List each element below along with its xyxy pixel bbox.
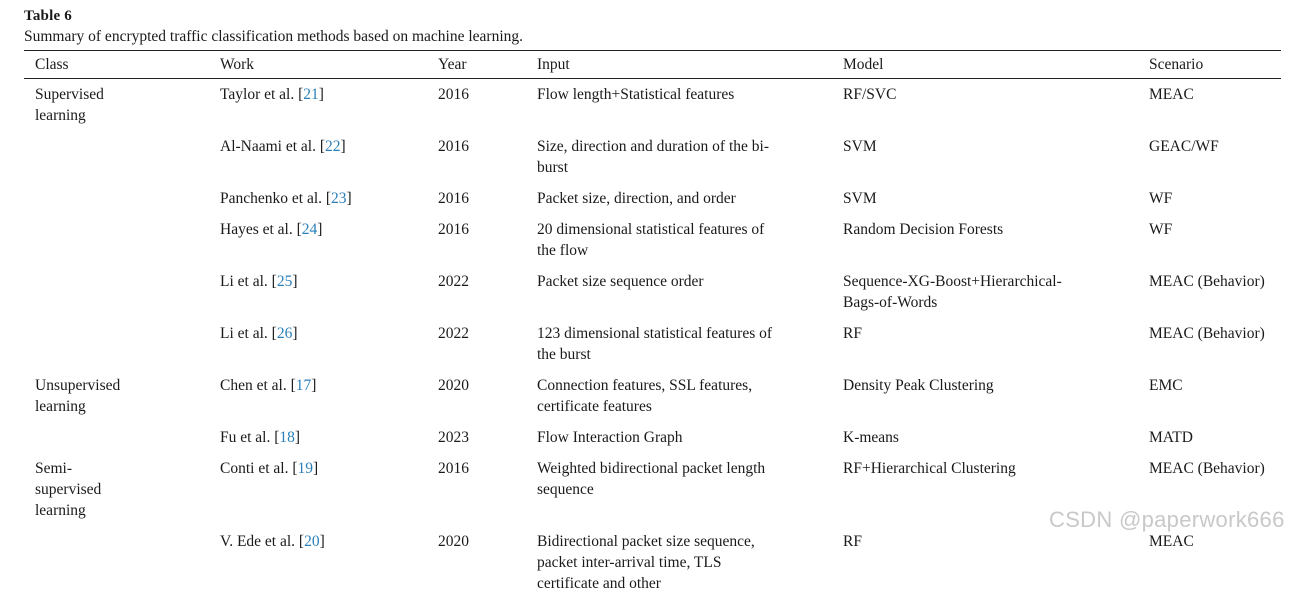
cell-work — [220, 267, 438, 319]
model-text: RF/SVC — [843, 84, 1093, 105]
cell-year: 2016 — [438, 132, 537, 184]
model-text: RF+Hierarchical Clustering — [843, 458, 1093, 479]
cell-model — [843, 267, 1149, 319]
input-text: Weighted bidirectional packet length sequence — [537, 458, 787, 500]
model-text: K-means — [843, 427, 1093, 448]
cell-work — [220, 184, 438, 215]
citation-link[interactable]: 23 — [331, 190, 347, 207]
cell-class — [24, 319, 220, 371]
cell-work — [220, 371, 438, 423]
cell-work — [220, 423, 438, 454]
cell-year: 2020 — [438, 527, 537, 600]
cell-model — [843, 132, 1149, 184]
input-text: Connection features, SSL features, certificate features — [537, 375, 787, 417]
cell-year: 2016 — [438, 215, 537, 267]
cell-class — [24, 79, 220, 133]
input-text: Size, direction and duration of the bi-burst — [537, 136, 787, 178]
cell-class — [24, 527, 220, 600]
citation-bracket: ] — [311, 377, 316, 394]
table-row — [24, 319, 1281, 371]
header-year: Year — [438, 51, 537, 79]
work-author: Conti et al. [ — [220, 460, 298, 477]
cell-scenario: MEAC (Behavior) — [1149, 454, 1281, 527]
work-author: Hayes et al. [ — [220, 221, 302, 238]
cell-scenario: MEAC (Behavior) — [1149, 267, 1281, 319]
header-work: Work — [220, 51, 438, 79]
model-text: SVM — [843, 136, 1093, 157]
table-caption: Summary of encrypted traffic classification methods based on machine learning. — [24, 26, 1281, 47]
cell-input — [537, 267, 843, 319]
citation-link[interactable]: 22 — [325, 138, 341, 155]
table-row — [24, 527, 1281, 600]
model-text: Density Peak Clustering — [843, 375, 1093, 396]
input-text: Bidirectional packet size sequence, packet inter-arrival time, TLS certificate and other — [537, 531, 787, 594]
cell-model — [843, 423, 1149, 454]
cell-class — [24, 215, 220, 267]
table-row — [24, 267, 1281, 319]
cell-model — [843, 79, 1149, 133]
citation-link[interactable]: 25 — [277, 273, 293, 290]
input-text: 123 dimensional statistical features of the burst — [537, 323, 787, 365]
cell-class — [24, 423, 220, 454]
cell-input — [537, 215, 843, 267]
class-label: Semi-supervised learning — [35, 458, 125, 521]
model-text: Sequence-XG-Boost+Hierarchical-Bags-of-Words — [843, 271, 1093, 313]
cell-scenario: GEAC/WF — [1149, 132, 1281, 184]
table-header-row — [24, 51, 1281, 79]
citation-bracket: ] — [317, 221, 322, 238]
table-row — [24, 79, 1281, 133]
table-row — [24, 423, 1281, 454]
work-author: Taylor et al. [ — [220, 86, 303, 103]
citation-bracket: ] — [319, 86, 324, 103]
cell-scenario: EMC — [1149, 371, 1281, 423]
work-author: Panchenko et al. [ — [220, 190, 331, 207]
cell-input — [537, 132, 843, 184]
cell-scenario: MEAC (Behavior) — [1149, 319, 1281, 371]
cell-model — [843, 319, 1149, 371]
cell-input — [537, 371, 843, 423]
cell-work — [220, 79, 438, 133]
citation-bracket: ] — [320, 533, 325, 550]
input-text: Packet size, direction, and order — [537, 188, 787, 209]
cell-work — [220, 454, 438, 527]
header-scenario: Scenario — [1149, 51, 1281, 79]
cell-year: 2016 — [438, 184, 537, 215]
citation-bracket: ] — [292, 273, 297, 290]
cell-year: 2016 — [438, 79, 537, 133]
cell-input — [537, 527, 843, 600]
work-author: Chen et al. [ — [220, 377, 296, 394]
cell-input — [537, 454, 843, 527]
cell-input — [537, 423, 843, 454]
cell-class — [24, 132, 220, 184]
table-row — [24, 132, 1281, 184]
cell-class — [24, 267, 220, 319]
citation-link[interactable]: 18 — [279, 429, 295, 446]
watermark-text: CSDN @paperwork666 — [1049, 507, 1285, 533]
citation-link[interactable]: 19 — [298, 460, 314, 477]
citation-bracket: ] — [341, 138, 346, 155]
cell-input — [537, 79, 843, 133]
cell-work — [220, 527, 438, 600]
input-text: 20 dimensional statistical features of the flow — [537, 219, 787, 261]
work-author: Li et al. [ — [220, 325, 277, 342]
cell-scenario: WF — [1149, 184, 1281, 215]
table-row — [24, 184, 1281, 215]
work-author: Fu et al. [ — [220, 429, 279, 446]
cell-scenario: MEAC — [1149, 79, 1281, 133]
cell-class — [24, 454, 220, 527]
cell-model — [843, 527, 1149, 600]
header-input: Input — [537, 51, 843, 79]
citation-link[interactable]: 21 — [303, 86, 319, 103]
cell-scenario: WF — [1149, 215, 1281, 267]
header-model: Model — [843, 51, 1149, 79]
class-label: Supervised learning — [35, 84, 125, 126]
cell-work — [220, 132, 438, 184]
input-text: Flow Interaction Graph — [537, 427, 787, 448]
cell-year: 2023 — [438, 423, 537, 454]
cell-input — [537, 184, 843, 215]
model-text: RF — [843, 323, 1093, 344]
citation-bracket: ] — [313, 460, 318, 477]
input-text: Flow length+Statistical features — [537, 84, 787, 105]
citation-link[interactable]: 26 — [277, 325, 293, 342]
work-author: Li et al. [ — [220, 273, 277, 290]
cell-year: 2020 — [438, 371, 537, 423]
cell-model — [843, 215, 1149, 267]
cell-work — [220, 215, 438, 267]
citation-link[interactable]: 17 — [296, 377, 312, 394]
class-label: Unsupervised learning — [35, 375, 125, 417]
citation-bracket: ] — [295, 429, 300, 446]
cell-class — [24, 184, 220, 215]
citation-bracket: ] — [292, 325, 297, 342]
table-label: Table 6 — [24, 6, 1281, 26]
cell-model — [843, 184, 1149, 215]
model-text: RF — [843, 531, 1093, 552]
cell-class — [24, 371, 220, 423]
cell-year: 2022 — [438, 319, 537, 371]
cell-model — [843, 371, 1149, 423]
model-text: SVM — [843, 188, 1093, 209]
work-author: Al-Naami et al. [ — [220, 138, 325, 155]
cell-scenario: MEAC — [1149, 527, 1281, 600]
citation-bracket: ] — [347, 190, 352, 207]
table-row — [24, 371, 1281, 423]
work-author: V. Ede et al. [ — [220, 533, 304, 550]
cell-input — [537, 319, 843, 371]
cell-work — [220, 319, 438, 371]
input-text: Packet size sequence order — [537, 271, 787, 292]
citation-link[interactable]: 20 — [304, 533, 320, 550]
table-row — [24, 215, 1281, 267]
cell-year: 2016 — [438, 454, 537, 527]
cell-scenario: MATD — [1149, 423, 1281, 454]
header-class: Class — [24, 51, 220, 79]
cell-year: 2022 — [438, 267, 537, 319]
citation-link[interactable]: 24 — [302, 221, 318, 238]
model-text: Random Decision Forests — [843, 219, 1093, 240]
